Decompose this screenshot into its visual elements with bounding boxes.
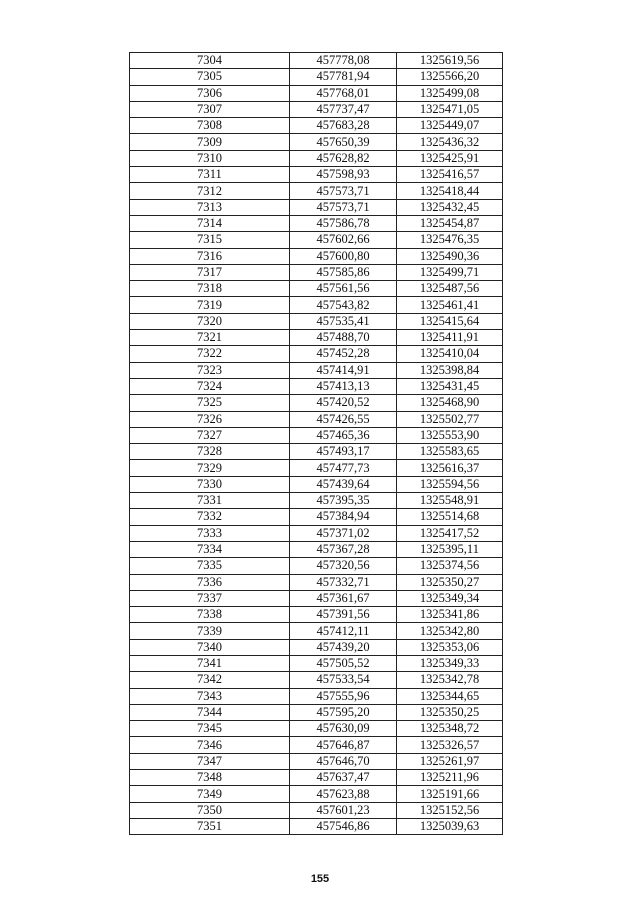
y-coordinate-cell: 1325152,56 <box>397 802 503 818</box>
table-row <box>130 493 503 509</box>
x-coordinate-cell: 457600,80 <box>290 248 397 264</box>
y-coordinate-cell: 1325349,34 <box>397 590 503 606</box>
y-coordinate-cell: 1325342,78 <box>397 672 503 688</box>
table-row <box>130 802 503 818</box>
table-row <box>130 313 503 329</box>
y-coordinate-cell: 1325416,57 <box>397 167 503 183</box>
x-coordinate-cell: 457493,17 <box>290 444 397 460</box>
x-coordinate-cell: 457414,91 <box>290 362 397 378</box>
point-number-cell: 7329 <box>130 460 290 476</box>
x-coordinate-cell: 457533,54 <box>290 672 397 688</box>
point-number-cell: 7315 <box>130 232 290 248</box>
y-coordinate-cell: 1325449,07 <box>397 118 503 134</box>
x-coordinate-cell: 457412,11 <box>290 623 397 639</box>
coordinates-table <box>129 52 503 835</box>
point-number-cell: 7331 <box>130 493 290 509</box>
y-coordinate-cell: 1325395,11 <box>397 541 503 557</box>
table-row <box>130 639 503 655</box>
table-row <box>130 101 503 117</box>
y-coordinate-cell: 1325374,56 <box>397 558 503 574</box>
y-coordinate-cell: 1325342,80 <box>397 623 503 639</box>
table-row <box>130 264 503 280</box>
y-coordinate-cell: 1325425,91 <box>397 150 503 166</box>
x-coordinate-cell: 457737,47 <box>290 101 397 117</box>
table-row <box>130 85 503 101</box>
point-number-cell: 7351 <box>130 818 290 834</box>
x-coordinate-cell: 457646,87 <box>290 737 397 753</box>
x-coordinate-cell: 457465,36 <box>290 427 397 443</box>
table-row <box>130 378 503 394</box>
point-number-cell: 7346 <box>130 737 290 753</box>
y-coordinate-cell: 1325619,56 <box>397 53 503 69</box>
point-number-cell: 7324 <box>130 378 290 394</box>
table-row <box>130 427 503 443</box>
point-number-cell: 7311 <box>130 167 290 183</box>
table-row <box>130 786 503 802</box>
x-coordinate-cell: 457488,70 <box>290 330 397 346</box>
x-coordinate-cell: 457585,86 <box>290 264 397 280</box>
table-row <box>130 150 503 166</box>
x-coordinate-cell: 457413,13 <box>290 378 397 394</box>
x-coordinate-cell: 457367,28 <box>290 541 397 557</box>
point-number-cell: 7313 <box>130 199 290 215</box>
y-coordinate-cell: 1325499,71 <box>397 264 503 280</box>
x-coordinate-cell: 457395,35 <box>290 493 397 509</box>
table-row <box>130 167 503 183</box>
y-coordinate-cell: 1325514,68 <box>397 509 503 525</box>
table-row <box>130 395 503 411</box>
x-coordinate-cell: 457630,09 <box>290 721 397 737</box>
x-coordinate-cell: 457505,52 <box>290 655 397 671</box>
table-row <box>130 753 503 769</box>
table-row <box>130 623 503 639</box>
y-coordinate-cell: 1325353,06 <box>397 639 503 655</box>
x-coordinate-cell: 457546,86 <box>290 818 397 834</box>
x-coordinate-cell: 457477,73 <box>290 460 397 476</box>
x-coordinate-cell: 457637,47 <box>290 770 397 786</box>
y-coordinate-cell: 1325415,64 <box>397 313 503 329</box>
y-coordinate-cell: 1325461,41 <box>397 297 503 313</box>
y-coordinate-cell: 1325418,44 <box>397 183 503 199</box>
x-coordinate-cell: 457573,71 <box>290 183 397 199</box>
x-coordinate-cell: 457555,96 <box>290 688 397 704</box>
table-row <box>130 232 503 248</box>
y-coordinate-cell: 1325211,96 <box>397 770 503 786</box>
point-number-cell: 7322 <box>130 346 290 362</box>
y-coordinate-cell: 1325616,37 <box>397 460 503 476</box>
y-coordinate-cell: 1325261,97 <box>397 753 503 769</box>
table-row <box>130 476 503 492</box>
x-coordinate-cell: 457332,71 <box>290 574 397 590</box>
coordinates-table-body <box>130 53 503 835</box>
table-row <box>130 281 503 297</box>
table-row <box>130 688 503 704</box>
x-coordinate-cell: 457361,67 <box>290 590 397 606</box>
point-number-cell: 7347 <box>130 753 290 769</box>
table-row <box>130 704 503 720</box>
table-row <box>130 248 503 264</box>
y-coordinate-cell: 1325350,27 <box>397 574 503 590</box>
x-coordinate-cell: 457391,56 <box>290 607 397 623</box>
table-row <box>130 330 503 346</box>
page-number: 155 <box>310 873 330 885</box>
table-row <box>130 199 503 215</box>
y-coordinate-cell: 1325191,66 <box>397 786 503 802</box>
point-number-cell: 7348 <box>130 770 290 786</box>
y-coordinate-cell: 1325326,57 <box>397 737 503 753</box>
point-number-cell: 7342 <box>130 672 290 688</box>
table-row <box>130 590 503 606</box>
x-coordinate-cell: 457602,66 <box>290 232 397 248</box>
x-coordinate-cell: 457426,55 <box>290 411 397 427</box>
x-coordinate-cell: 457778,08 <box>290 53 397 69</box>
table-row <box>130 53 503 69</box>
point-number-cell: 7325 <box>130 395 290 411</box>
table-row <box>130 818 503 834</box>
x-coordinate-cell: 457781,94 <box>290 69 397 85</box>
point-number-cell: 7323 <box>130 362 290 378</box>
y-coordinate-cell: 1325398,84 <box>397 362 503 378</box>
point-number-cell: 7306 <box>130 85 290 101</box>
y-coordinate-cell: 1325431,45 <box>397 378 503 394</box>
table-row <box>130 721 503 737</box>
point-number-cell: 7320 <box>130 313 290 329</box>
y-coordinate-cell: 1325417,52 <box>397 525 503 541</box>
y-coordinate-cell: 1325432,45 <box>397 199 503 215</box>
point-number-cell: 7333 <box>130 525 290 541</box>
table-row <box>130 362 503 378</box>
point-number-cell: 7307 <box>130 101 290 117</box>
point-number-cell: 7345 <box>130 721 290 737</box>
point-number-cell: 7344 <box>130 704 290 720</box>
y-coordinate-cell: 1325471,05 <box>397 101 503 117</box>
y-coordinate-cell: 1325454,87 <box>397 215 503 231</box>
x-coordinate-cell: 457371,02 <box>290 525 397 541</box>
table-row <box>130 574 503 590</box>
table-row <box>130 509 503 525</box>
point-number-cell: 7337 <box>130 590 290 606</box>
y-coordinate-cell: 1325553,90 <box>397 427 503 443</box>
point-number-cell: 7332 <box>130 509 290 525</box>
table-row <box>130 346 503 362</box>
table-row <box>130 460 503 476</box>
table-row <box>130 541 503 557</box>
y-coordinate-cell: 1325411,91 <box>397 330 503 346</box>
y-coordinate-cell: 1325410,04 <box>397 346 503 362</box>
y-coordinate-cell: 1325468,90 <box>397 395 503 411</box>
x-coordinate-cell: 457595,20 <box>290 704 397 720</box>
y-coordinate-cell: 1325350,25 <box>397 704 503 720</box>
table-row <box>130 297 503 313</box>
table-row <box>130 525 503 541</box>
y-coordinate-cell: 1325566,20 <box>397 69 503 85</box>
x-coordinate-cell: 457452,28 <box>290 346 397 362</box>
table-row <box>130 134 503 150</box>
x-coordinate-cell: 457768,01 <box>290 85 397 101</box>
point-number-cell: 7338 <box>130 607 290 623</box>
y-coordinate-cell: 1325476,35 <box>397 232 503 248</box>
table-row <box>130 737 503 753</box>
point-number-cell: 7318 <box>130 281 290 297</box>
y-coordinate-cell: 1325499,08 <box>397 85 503 101</box>
point-number-cell: 7321 <box>130 330 290 346</box>
point-number-cell: 7326 <box>130 411 290 427</box>
x-coordinate-cell: 457646,70 <box>290 753 397 769</box>
point-number-cell: 7317 <box>130 264 290 280</box>
table-row <box>130 655 503 671</box>
point-number-cell: 7335 <box>130 558 290 574</box>
x-coordinate-cell: 457439,20 <box>290 639 397 655</box>
point-number-cell: 7343 <box>130 688 290 704</box>
point-number-cell: 7340 <box>130 639 290 655</box>
table-row <box>130 183 503 199</box>
table-row <box>130 444 503 460</box>
y-coordinate-cell: 1325348,72 <box>397 721 503 737</box>
y-coordinate-cell: 1325594,56 <box>397 476 503 492</box>
x-coordinate-cell: 457601,23 <box>290 802 397 818</box>
x-coordinate-cell: 457535,41 <box>290 313 397 329</box>
x-coordinate-cell: 457439,64 <box>290 476 397 492</box>
table-row <box>130 215 503 231</box>
x-coordinate-cell: 457573,71 <box>290 199 397 215</box>
point-number-cell: 7336 <box>130 574 290 590</box>
point-number-cell: 7330 <box>130 476 290 492</box>
point-number-cell: 7341 <box>130 655 290 671</box>
point-number-cell: 7339 <box>130 623 290 639</box>
y-coordinate-cell: 1325344,65 <box>397 688 503 704</box>
x-coordinate-cell: 457586,78 <box>290 215 397 231</box>
x-coordinate-cell: 457420,52 <box>290 395 397 411</box>
point-number-cell: 7314 <box>130 215 290 231</box>
point-number-cell: 7308 <box>130 118 290 134</box>
point-number-cell: 7350 <box>130 802 290 818</box>
y-coordinate-cell: 1325490,36 <box>397 248 503 264</box>
x-coordinate-cell: 457543,82 <box>290 297 397 313</box>
x-coordinate-cell: 457320,56 <box>290 558 397 574</box>
table-row <box>130 411 503 427</box>
point-number-cell: 7328 <box>130 444 290 460</box>
y-coordinate-cell: 1325583,65 <box>397 444 503 460</box>
table-row <box>130 770 503 786</box>
x-coordinate-cell: 457598,93 <box>290 167 397 183</box>
table-row <box>130 672 503 688</box>
y-coordinate-cell: 1325436,32 <box>397 134 503 150</box>
point-number-cell: 7334 <box>130 541 290 557</box>
y-coordinate-cell: 1325039,63 <box>397 818 503 834</box>
point-number-cell: 7349 <box>130 786 290 802</box>
table-row <box>130 118 503 134</box>
y-coordinate-cell: 1325487,56 <box>397 281 503 297</box>
table-row <box>130 558 503 574</box>
y-coordinate-cell: 1325341,86 <box>397 607 503 623</box>
x-coordinate-cell: 457623,88 <box>290 786 397 802</box>
point-number-cell: 7319 <box>130 297 290 313</box>
y-coordinate-cell: 1325548,91 <box>397 493 503 509</box>
x-coordinate-cell: 457683,28 <box>290 118 397 134</box>
table-row <box>130 607 503 623</box>
point-number-cell: 7304 <box>130 53 290 69</box>
point-number-cell: 7310 <box>130 150 290 166</box>
y-coordinate-cell: 1325349,33 <box>397 655 503 671</box>
x-coordinate-cell: 457650,39 <box>290 134 397 150</box>
point-number-cell: 7316 <box>130 248 290 264</box>
table-row <box>130 69 503 85</box>
x-coordinate-cell: 457628,82 <box>290 150 397 166</box>
x-coordinate-cell: 457561,56 <box>290 281 397 297</box>
y-coordinate-cell: 1325502,77 <box>397 411 503 427</box>
point-number-cell: 7312 <box>130 183 290 199</box>
point-number-cell: 7305 <box>130 69 290 85</box>
x-coordinate-cell: 457384,94 <box>290 509 397 525</box>
point-number-cell: 7327 <box>130 427 290 443</box>
point-number-cell: 7309 <box>130 134 290 150</box>
